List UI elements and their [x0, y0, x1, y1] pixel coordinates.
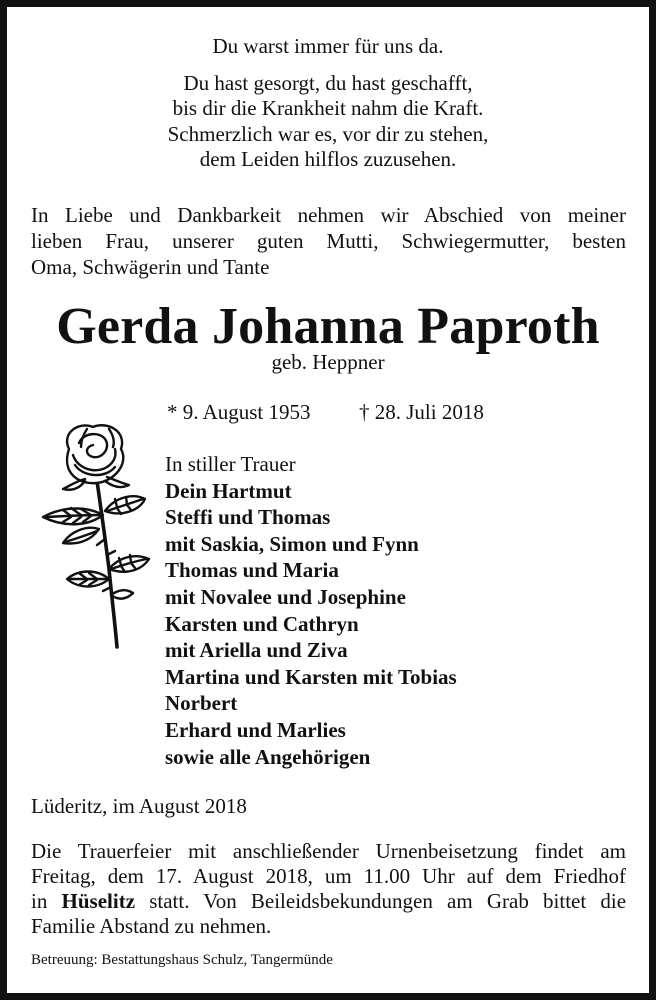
- mourner-name: sowie alle Angehörigen: [165, 744, 371, 769]
- mourners-intro: In stiller Trauer: [165, 452, 296, 476]
- poem-line: bis dir die Krankheit nahm die Kraft.: [172, 96, 484, 120]
- poem-line: Du hast gesorgt, du hast geschafft,: [183, 71, 473, 95]
- intro-line: lieben Frau, unserer guten Mutti, Schwiegermutter, besten: [31, 229, 626, 253]
- service-line: Freitag, dem 17. August 2018, um 11.00 Uhr auf dem Friedhof: [31, 864, 626, 888]
- mourner-name: mit Ariella und Ziva: [165, 638, 348, 663]
- service-line: Familie Abstand zu nehmen.: [31, 914, 272, 938]
- place-date: Lüderitz, im August 2018: [31, 794, 247, 818]
- poem-line: dem Leiden hilflos zuzusehen.: [199, 147, 457, 171]
- mourner-name: Martina und Karsten mit Tobias: [165, 664, 457, 689]
- mourners-block: [165, 451, 457, 770]
- mourner-name: Erhard und Marlies: [165, 717, 346, 742]
- funeral-home-credit: Betreuung: Bestattungshaus Schulz, Tangermünde: [31, 952, 333, 968]
- mourner-name: Dein Hartmut: [165, 478, 292, 503]
- intro-line: In Liebe und Dankbarkeit nehmen wir Abschied von meiner: [31, 203, 626, 227]
- mourner-name: Thomas und Maria: [165, 558, 339, 583]
- mourner-name: Karsten und Cathryn: [165, 611, 359, 636]
- mourner-name: mit Novalee und Josephine: [165, 584, 406, 609]
- birth-name: geb. Heppner: [271, 350, 385, 374]
- service-text: in: [31, 889, 48, 913]
- deceased-name: Gerda Johanna Paproth: [56, 298, 600, 355]
- mourner-name: Steffi und Thomas: [165, 505, 331, 530]
- rose-icon: [35, 419, 163, 655]
- service-place: Hüselitz: [61, 889, 136, 913]
- mourner-name: Norbert: [165, 691, 238, 716]
- intro-line: Oma, Schwägerin und Tante: [31, 255, 270, 279]
- poem-line: Schmerzlich war es, vor dir zu stehen,: [167, 122, 489, 146]
- mourner-name: mit Saskia, Simon und Fynn: [165, 531, 419, 556]
- service-line: Die Trauerfeier mit anschließender Urnenbeisetzung findet am: [31, 839, 626, 863]
- poem-first-line: Du warst immer für uns da.: [212, 34, 444, 58]
- birth-date: * 9. August 1953: [167, 400, 311, 424]
- death-date: † 28. Juli 2018: [359, 400, 484, 424]
- service-line: [31, 889, 626, 914]
- service-text: statt. Von Beileidsbekundungen am Grab bittet die: [149, 889, 627, 913]
